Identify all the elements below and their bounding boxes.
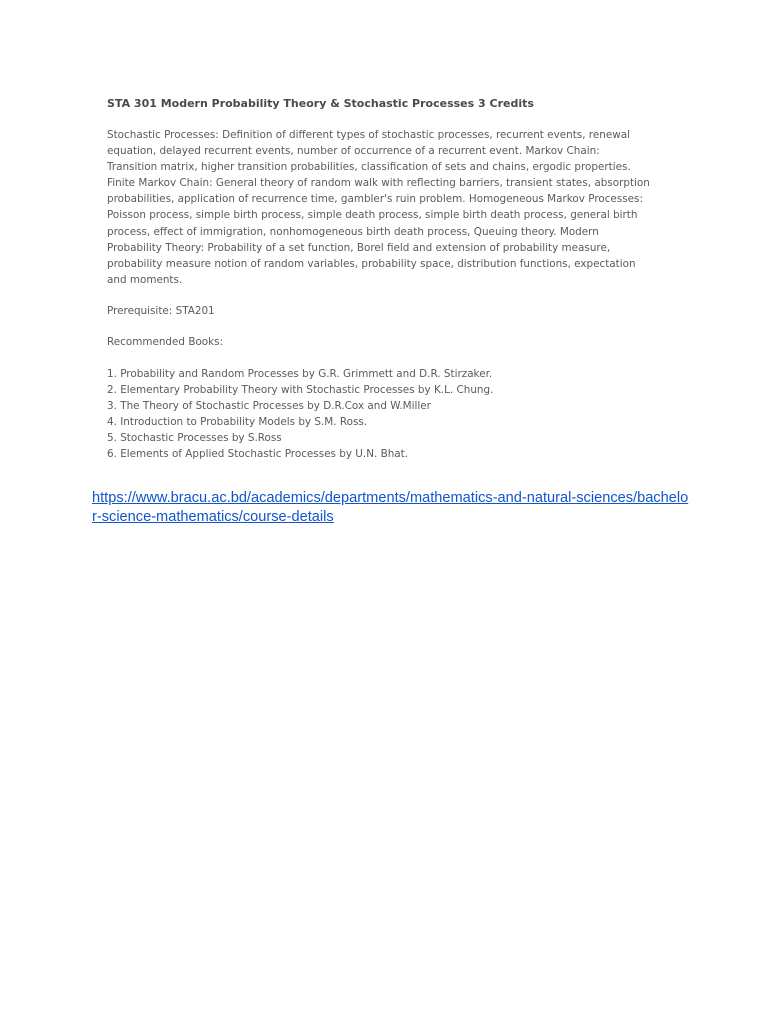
description-line: probabilities, application of recurrence time, gambler's ruin problem. Homogeneous Markov Processes: [107, 193, 643, 206]
description-line: Transition matrix, higher transition probabilities, classification of sets and chains, ergodic properties. [107, 161, 631, 174]
description-line: probability measure notion of random variables, probability space, distribution functions, expectation [107, 257, 636, 270]
book-item: 4. Introduction to Probability Models by S.M. Ross. [107, 416, 368, 429]
book-item: 6. Elements of Applied Stochastic Processes by U.N. Bhat. [107, 448, 409, 461]
course-title: STA 301 Modern Probability Theory & Stochastic Processes 3 Credits [107, 97, 534, 110]
description-line: equation, delayed recurrent events, number of occurrence of a recurrent event. Markov Chain: [107, 145, 600, 158]
description-line: Poisson process, simple birth process, simple death process, simple birth death process, general birth [107, 209, 638, 222]
book-item: 3. The Theory of Stochastic Processes by D.R.Cox and W.Miller [107, 400, 431, 413]
course-details-screenshot [92, 84, 672, 474]
book-item: 2. Elementary Probability Theory with Stochastic Processes by K.L. Chung. [107, 384, 494, 397]
link-line: https://www.bracu.ac.bd/academics/departments/mathematics-and-natural-sciences/bachelo [92, 490, 689, 506]
book-item: 1. Probability and Random Processes by G.R. Grimmett and D.R. Stirzaker. [107, 368, 493, 380]
description-line: Probability Theory: Probability of a set function, Borel field and extension of probability measure, [107, 241, 611, 254]
prerequisite: Prerequisite: STA201 [107, 305, 215, 317]
course-details-link[interactable] [92, 489, 689, 527]
description-line: and moments. [107, 273, 183, 286]
book-item: 5. Stochastic Processes by S.Ross [107, 432, 282, 445]
description-line: Stochastic Processes: Definition of different types of stochastic processes, recurrent events, renewal [107, 129, 630, 141]
recommended-books-list [107, 366, 493, 463]
description-line: Finite Markov Chain: General theory of random walk with reflecting barriers, transient states, absorption [107, 177, 650, 190]
recommended-books-heading: Recommended Books: [107, 336, 224, 348]
course-description [107, 127, 650, 288]
link-line: r-science-mathematics/course-details [92, 509, 334, 525]
description-line: process, effect of immigration, nonhomogeneous birth death process, Queuing theory. Modern [107, 225, 599, 238]
